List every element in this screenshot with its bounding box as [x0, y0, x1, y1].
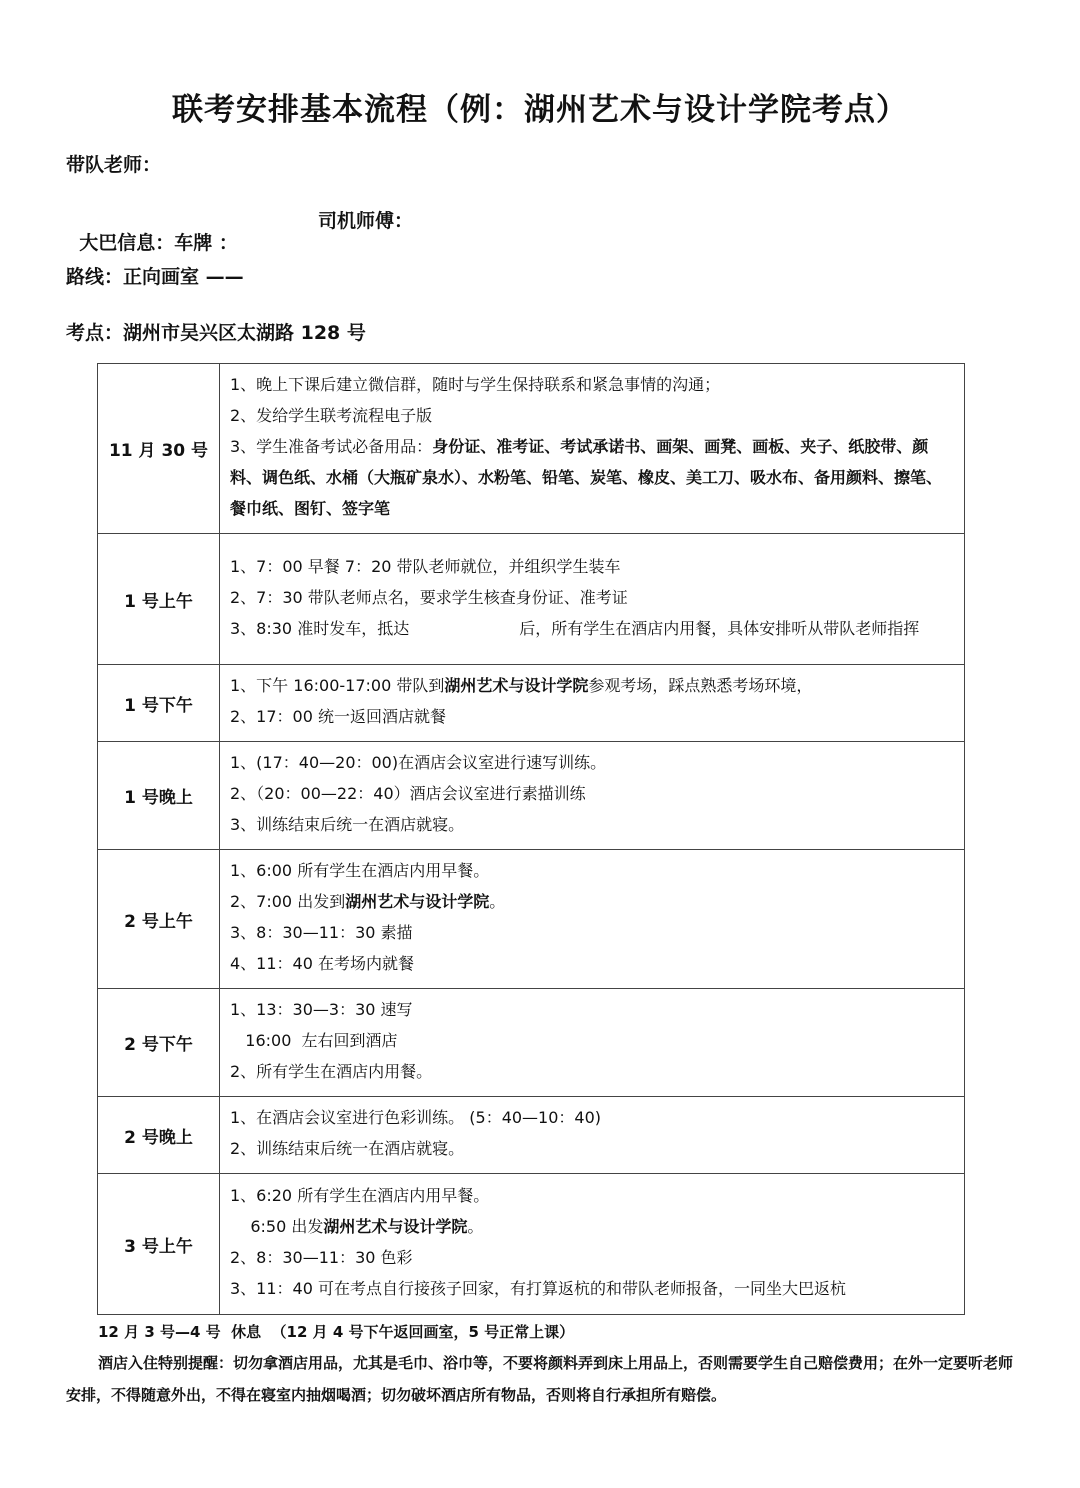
driver-label: 司机师傅： — [318, 210, 414, 232]
list-item: 4、11：40 在考场内就餐 — [230, 954, 414, 973]
list-item-part: 2、7:00 出发到 — [230, 892, 346, 911]
venue-name: 湖州艺术与设计学院 — [323, 1217, 468, 1236]
schedule-day: 3 号上午 — [98, 1174, 220, 1315]
schedule-day: 2 号下午 — [98, 989, 220, 1097]
schedule-table — [97, 363, 965, 1315]
schedule-day: 2 号上午 — [98, 850, 220, 989]
list-item: 2、7：30 带队老师点名，要求学生核查身份证、准考证 — [230, 587, 628, 607]
list-item: 3、11：40 可在考点自行接孩子回家，有打算返杭的和带队老师报备，一同坐大巴返杭 — [230, 1279, 846, 1298]
venue-name: 湖州艺术与设计学院 — [345, 892, 490, 911]
list-item-part: 参观考场，踩点熟悉考场环境， — [588, 676, 813, 695]
list-item-part: 3、8:30 准时发车，抵达 — [230, 618, 410, 638]
teacher-line: 带队老师： — [66, 154, 162, 176]
bus-plate-label: 大巴信息：车牌 ： — [79, 232, 238, 254]
schedule-day: 11 月 30 号 — [98, 364, 220, 534]
list-item: 1、6:00 所有学生在酒店内用早餐。 — [230, 861, 490, 880]
schedule-items — [220, 989, 965, 1097]
table-row — [98, 742, 965, 850]
table-row — [98, 534, 965, 665]
list-item: 1、7：00 早餐 7：20 带队老师就位，并组织学生装车 — [230, 556, 621, 576]
schedule-items — [220, 1174, 965, 1315]
route-line: 路线：正向画室 —— — [66, 266, 244, 288]
list-item: 1、6:20 所有学生在酒店内用早餐。 — [230, 1186, 490, 1205]
schedule-items — [220, 742, 965, 850]
list-item: 1、13：30—3：30 速写 — [230, 1000, 413, 1019]
list-item: 16:00 左右回到酒店 — [230, 1031, 398, 1050]
table-row — [98, 1097, 965, 1174]
rest-note: 12 月 3 号—4 号 休息 （12 月 4 号下午返回画室，5 号正常上课） — [98, 1323, 575, 1341]
list-item — [230, 886, 956, 917]
schedule-items — [220, 364, 965, 534]
list-item-part: 。 — [467, 1217, 484, 1236]
schedule-items — [220, 1097, 965, 1174]
venue-line: 考点：湖州市吴兴区太湖路 128 号 — [66, 322, 366, 344]
list-item — [230, 431, 956, 524]
schedule-items — [220, 665, 965, 742]
schedule-day: 1 号下午 — [98, 665, 220, 742]
list-item: 2、（20：00—22：40）酒店会议室进行素描训练 — [230, 784, 586, 803]
list-item: 2、发给学生联考流程电子版 — [230, 406, 433, 425]
list-item: 2、17：00 统一返回酒店就餐 — [230, 707, 446, 726]
table-row — [98, 989, 965, 1097]
list-item — [230, 1211, 956, 1242]
supplies-list: 身份证、准考证、考试承诺书、画架、画凳、画板、夹子、纸胶带、颜料、调色纸、水桶（大瓶矿泉水）、水粉笔、铅笔、炭笔、橡皮、美工刀、吸水布、备用颜料、擦笔、餐巾纸、图钉、签字笔 — [230, 437, 943, 518]
list-item-part: 1、下午 16:00-17:00 带队到 — [230, 676, 445, 695]
list-item: 3、8：30—11：30 素描 — [230, 923, 413, 942]
list-item-part: 后，所有学生在酒店内用餐，具体安排听从带队老师指挥 — [519, 618, 920, 638]
venue-name: 湖州艺术与设计学院 — [444, 676, 589, 695]
list-item: 1、(17：40—20：00)在酒店会议室进行速写训练。 — [230, 753, 607, 772]
schedule-day: 1 号上午 — [98, 534, 220, 665]
schedule-day: 1 号晚上 — [98, 742, 220, 850]
list-item: 1、在酒店会议室进行色彩训练。 (5：40—10：40) — [230, 1108, 602, 1127]
list-item: 3、训练结束后统一在酒店就寝。 — [230, 815, 465, 834]
hotel-notice: 酒店入住特别提醒：切勿拿酒店用品，尤其是毛巾、浴巾等，不要将颜料弄到床上用品上，否则需要学生自己赔偿费用；在外一定要听老师安排，不得随意外出，不得在寝室内抽烟喝酒；切勿破坏酒店所有物品，否则将自行承担所有赔偿。 — [66, 1354, 1014, 1404]
list-item — [230, 613, 956, 644]
list-item: 2、所有学生在酒店内用餐。 — [230, 1062, 433, 1081]
list-item: 1、晚上下课后建立微信群，随时与学生保持联系和紧急事情的沟通； — [230, 375, 721, 394]
table-row — [98, 850, 965, 989]
table-row — [98, 665, 965, 742]
list-item: 2、8：30—11：30 色彩 — [230, 1248, 413, 1267]
page-title: 联考安排基本流程（例：湖州艺术与设计学院考点） — [172, 92, 908, 128]
schedule-items — [220, 850, 965, 989]
list-item — [230, 670, 956, 701]
table-row — [98, 1174, 965, 1315]
list-item-part: 。 — [489, 892, 506, 911]
list-item-part: 6:50 出发 — [230, 1217, 324, 1236]
list-item: 2、训练结束后统一在酒店就寝。 — [230, 1139, 465, 1158]
list-item-prefix: 3、学生准备考试必备用品： — [230, 437, 433, 456]
table-row — [98, 364, 965, 534]
schedule-day: 2 号晚上 — [98, 1097, 220, 1174]
schedule-items — [220, 534, 965, 665]
